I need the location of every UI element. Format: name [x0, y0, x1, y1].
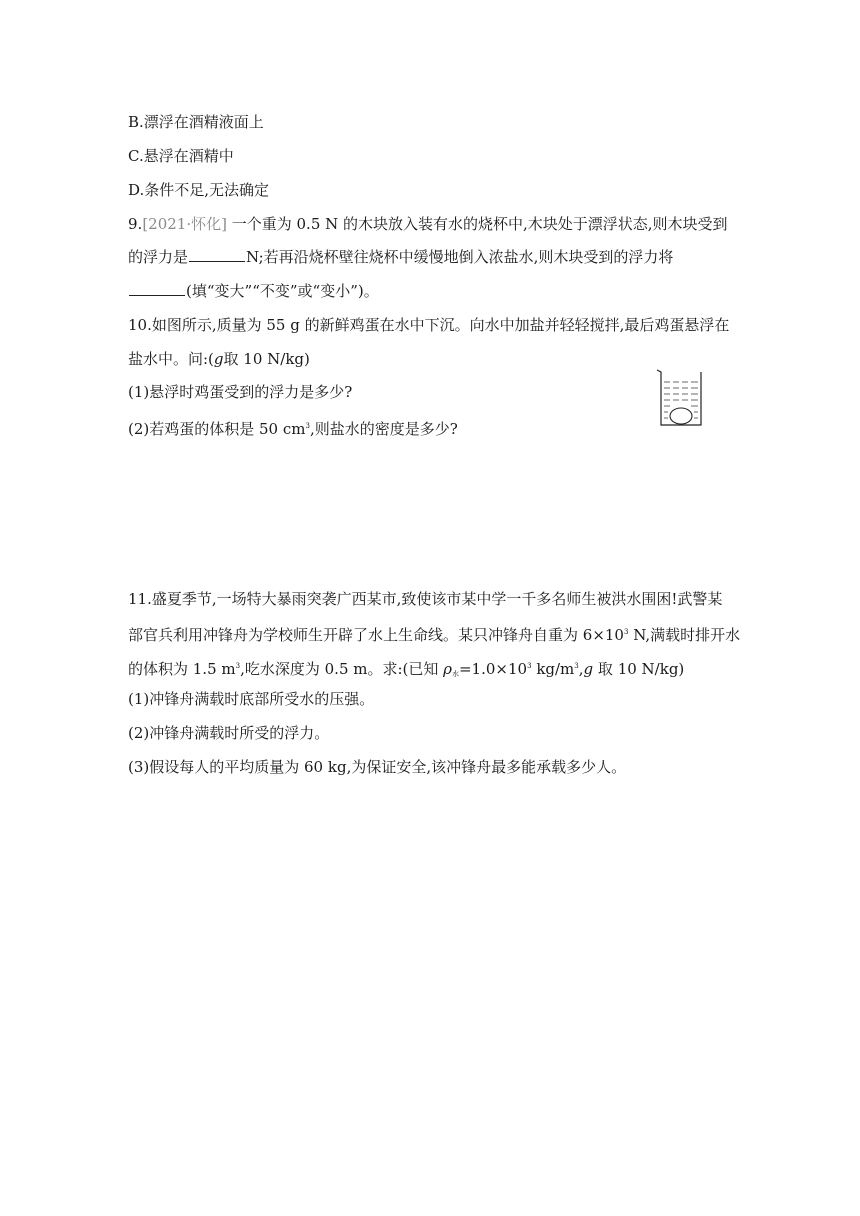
question-source-tag: [2021·怀化] — [142, 215, 227, 233]
question-11-sub-1: (1)冲锋舟满载时底部所受水的压强。 — [128, 690, 375, 708]
subscript: 水 — [451, 670, 459, 678]
question-text: 一个重为 0.5 N 的木块放入装有水的烧杯中,木块处于漂浮状态,则木块受到 — [226, 215, 728, 233]
question-10-line-1: 10.如图所示,质量为 55 g 的新鲜鸡蛋在水中下沉。向水中加盐并轻轻搅拌,最后鸡蛋悬浮在 — [128, 316, 730, 334]
question-text: , — [578, 660, 584, 678]
question-text: 的浮力是 — [128, 248, 189, 266]
question-9-line-2 — [128, 247, 673, 267]
gravity-symbol: g — [213, 350, 224, 368]
question-11-line-3 — [128, 656, 684, 684]
option-b: B.漂浮在酒精液面上 — [128, 113, 264, 131]
question-11-sub-3: (3)假设每人的平均质量为 60 kg,为保证安全,该冲锋舟最多能承载多少人。 — [128, 758, 627, 776]
density-symbol: ρ — [443, 660, 452, 678]
option-c: C.悬浮在酒精中 — [128, 147, 234, 165]
question-text: 部官兵利用冲锋舟为学校师生开辟了水上生命线。某只冲锋舟自重为 6×10 — [128, 626, 624, 644]
superscript: 3 — [305, 422, 310, 430]
question-text: ,吃水深度为 0.5 m。求:(已知 — [240, 660, 444, 678]
question-text: 取 10 N/kg) — [593, 660, 685, 678]
question-11-sub-2: (2)冲锋舟满载时所受的浮力。 — [128, 724, 330, 742]
answer-blank[interactable] — [129, 281, 185, 296]
superscript: 3 — [574, 662, 579, 670]
question-9-line-3 — [128, 281, 379, 301]
question-text: ,则盐水的密度是多少? — [309, 420, 458, 438]
answer-blank[interactable] — [189, 247, 245, 262]
question-11-line-2 — [128, 622, 740, 645]
superscript: 3 — [623, 628, 629, 636]
question-10-sub-1: (1)悬浮时鸡蛋受到的浮力是多少? — [128, 383, 353, 401]
question-text: =1.0×10 — [458, 660, 528, 678]
question-text: 盐水中。问:( — [128, 350, 214, 368]
gravity-symbol: g — [583, 660, 594, 678]
beaker-egg-figure — [656, 368, 704, 426]
question-10-sub-2 — [128, 416, 458, 439]
question-text: N;若再沿烧杯壁往烧杯中缓慢地倒入浓盐水,则木块受到的浮力将 — [246, 248, 674, 266]
question-10-line-2 — [128, 349, 310, 369]
question-9-line-1 — [128, 214, 728, 234]
option-d: D.条件不足,无法确定 — [128, 181, 270, 199]
superscript: 3 — [235, 662, 241, 670]
question-text: N,满载时排开水 — [628, 626, 741, 644]
question-text: 取 10 N/kg) — [223, 350, 310, 368]
question-text: (2)若鸡蛋的体积是 50 cm — [128, 420, 306, 438]
question-text: kg/m — [531, 660, 575, 678]
question-number: 9. — [128, 215, 143, 233]
question-text: (填“变大”“不变”或“变小”)。 — [186, 282, 379, 300]
question-text: 的体积为 1.5 m — [128, 660, 236, 678]
superscript: 3 — [527, 662, 532, 670]
question-11-line-1: 11.盛夏季节,一场特大暴雨突袭广西某市,致使该市某中学一千多名师生被洪水围困!武警某 — [128, 590, 723, 608]
